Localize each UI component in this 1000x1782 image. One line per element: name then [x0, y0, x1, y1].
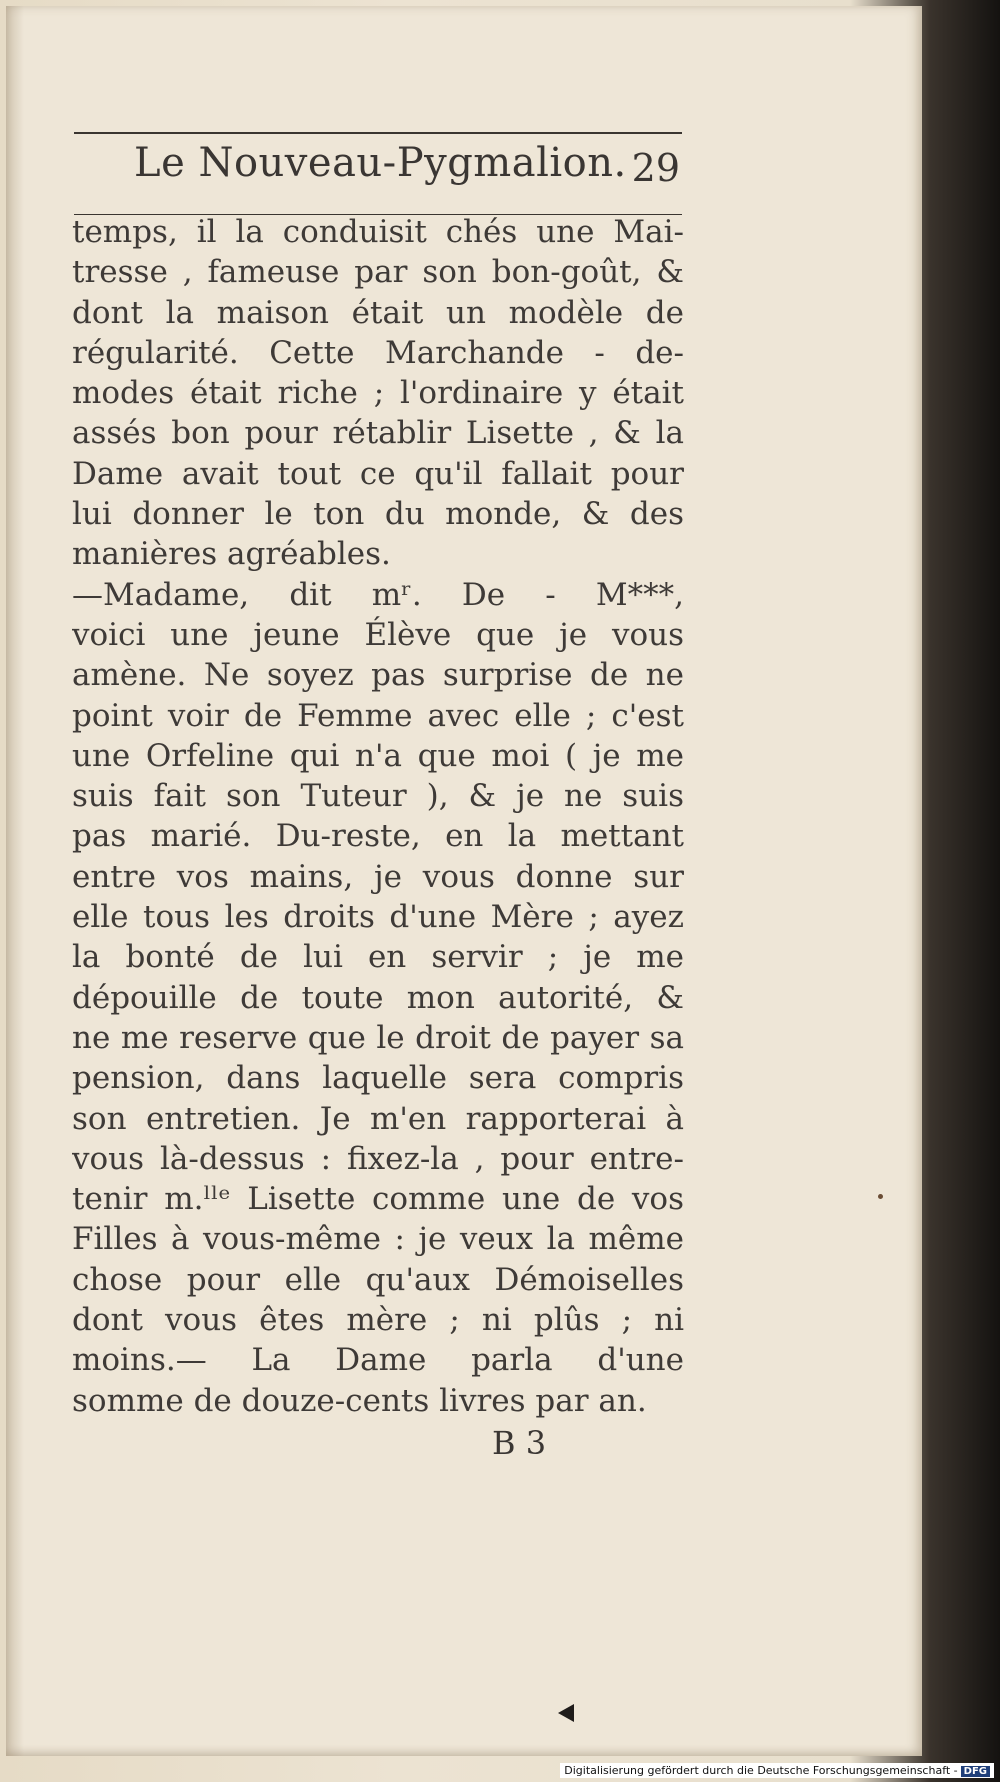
text-line: suis fait son Tuteur ), & je ne suis [72, 778, 684, 815]
text-line: modes était riche ; l'ordinaire y était [72, 375, 684, 412]
paper-speck [878, 1194, 883, 1199]
text-line: dont vous êtes mère ; ni plûs ; ni [72, 1302, 684, 1339]
text-line: tenir m.ˡˡᵉ Lisette comme une de vos [72, 1181, 684, 1218]
text-line: somme de douze-cents livres par an. [72, 1382, 647, 1419]
text-line: temps, il la conduisit chés une Mai- [72, 214, 684, 250]
text-line: assés bon pour rétablir Lisette , & la [72, 415, 684, 452]
text-line: voici une jeune Élève que je vous [72, 616, 684, 653]
text-line: manières agréables. [72, 536, 391, 573]
text-line: une Orfeline qui n'a que moi ( je me [72, 737, 684, 774]
text-line: dépouille de toute mon autorité, & [72, 979, 684, 1016]
dfg-logo: DFG [961, 1766, 990, 1777]
digitization-footer [560, 1763, 994, 1778]
text-line: entre vos mains, je vous donne sur [72, 858, 684, 895]
footer-credit: Digitalisierung gefördert durch die Deutsche Forschungsgemeinschaft - [564, 1764, 958, 1777]
page-spine-shadow [6, 6, 24, 1756]
text-line: dont la maison était un modèle de [72, 294, 684, 331]
text-line: vous là-dessus : fixez-la , pour entre- [72, 1140, 684, 1177]
page-number: 29 [631, 146, 680, 190]
text-line: tresse , fameuse par son bon-goût, & [72, 254, 684, 291]
text-line: son entretien. Je m'en rapporterai à [72, 1100, 684, 1137]
text-line: ne me reserve que le droit de payer sa [72, 1019, 684, 1056]
book-page [6, 6, 922, 1756]
text-line: —Madame, dit mʳ. De - M***, [72, 576, 684, 613]
text-line: amène. Ne soyez pas surprise de ne [72, 657, 684, 694]
ink-fleck [558, 1704, 574, 1722]
text-line: point voir de Femme avec elle ; c'est [72, 697, 684, 734]
signature-mark: B 3 [492, 1424, 547, 1462]
text-line: chose pour elle qu'aux Démoiselles [72, 1261, 684, 1298]
text-line: Filles à vous-même : je veux la même [72, 1221, 684, 1258]
running-title: Le Nouveau-Pygmalion. [134, 140, 627, 186]
text-line: régularité. Cette Marchande - de- [72, 334, 684, 371]
text-line: moins.— La Dame parla d'une [72, 1342, 684, 1379]
text-line: lui donner le ton du monde, & des [72, 496, 684, 533]
text-line: pas marié. Du-reste, en la mettant [72, 818, 684, 855]
text-line: elle tous les droits d'une Mère ; ayez [72, 899, 684, 936]
text-line: la bonté de lui en servir ; je me [72, 939, 684, 976]
text-line: pension, dans laquelle sera compris [72, 1060, 684, 1097]
text-line: Dame avait tout ce qu'il fallait pour [72, 455, 684, 492]
running-header [74, 132, 682, 215]
body-text [72, 212, 684, 1421]
